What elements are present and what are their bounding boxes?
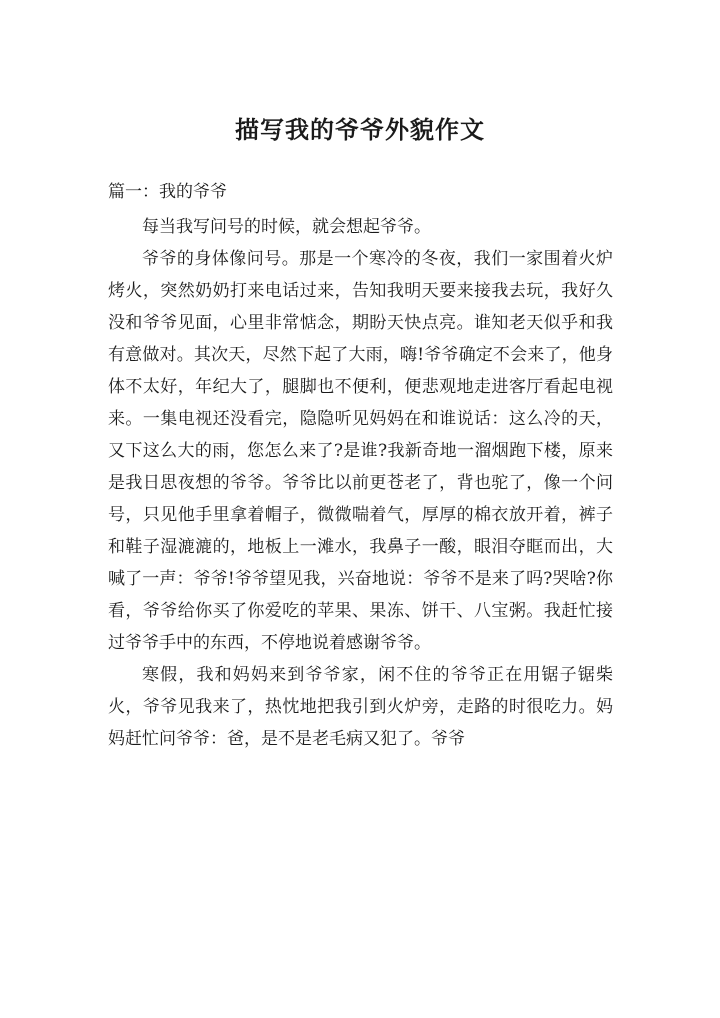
section-heading: 篇一：我的爷爷 [108, 182, 227, 202]
paragraph: 每当我写问号的时候，就会想起爷爷。 [142, 217, 431, 237]
paragraph: 寒假，我和妈妈来到爷爷家，闲不住的爷爷正在用锯子锯柴火，爷爷见我来了，热忱地把我引到火炉旁，走路的时很吃力。妈妈赶忙问爷爷：爸，是不是老毛病又犯了。爷爷 [108, 665, 613, 749]
paragraph: 爷爷的身体像问号。那是一个寒冷的冬夜，我们一家围着火炉烤火，突然奶奶打来电话过来，告知我明天要来接我去玩，我好久没和爷爷见面，心里非常惦念，期盼天快点亮。谁知老天似乎和我有意做对。其次天，尽然下起了大雨，嗨!爷爷确定不会来了，他身体不太好，年纪大了，腿脚也不便利，便悲观地走进客厅看起电视来。一集电视还没看完，隐隐听见妈妈在和谁说话：这么冷的天，又下这么大的雨，您怎么来了?是谁?我新奇地一溜烟跑下楼，原来是我日思夜想的爷爷。爷爷比以前更苍老了，背也驼了，像一个问号，只见他手里拿着帽子，微微喘着气，厚厚的棉衣放开着，裤子和鞋子湿漉漉的，地板上一滩水，我鼻子一酸，眼泪夺眶而出，大喊了一声：爷爷!爷爷望见我，兴奋地说：爷爷不是来了吗?哭啥?你看，爷爷给你买了你爱吃的苹果、果冻、饼干、八宝粥。我赶忙接过爷爷手中的东西，不停地说着感谢爷爷。 [108, 249, 613, 653]
document-body [108, 211, 613, 755]
document-title: 描写我的爷爷外貌作文 [235, 115, 485, 144]
